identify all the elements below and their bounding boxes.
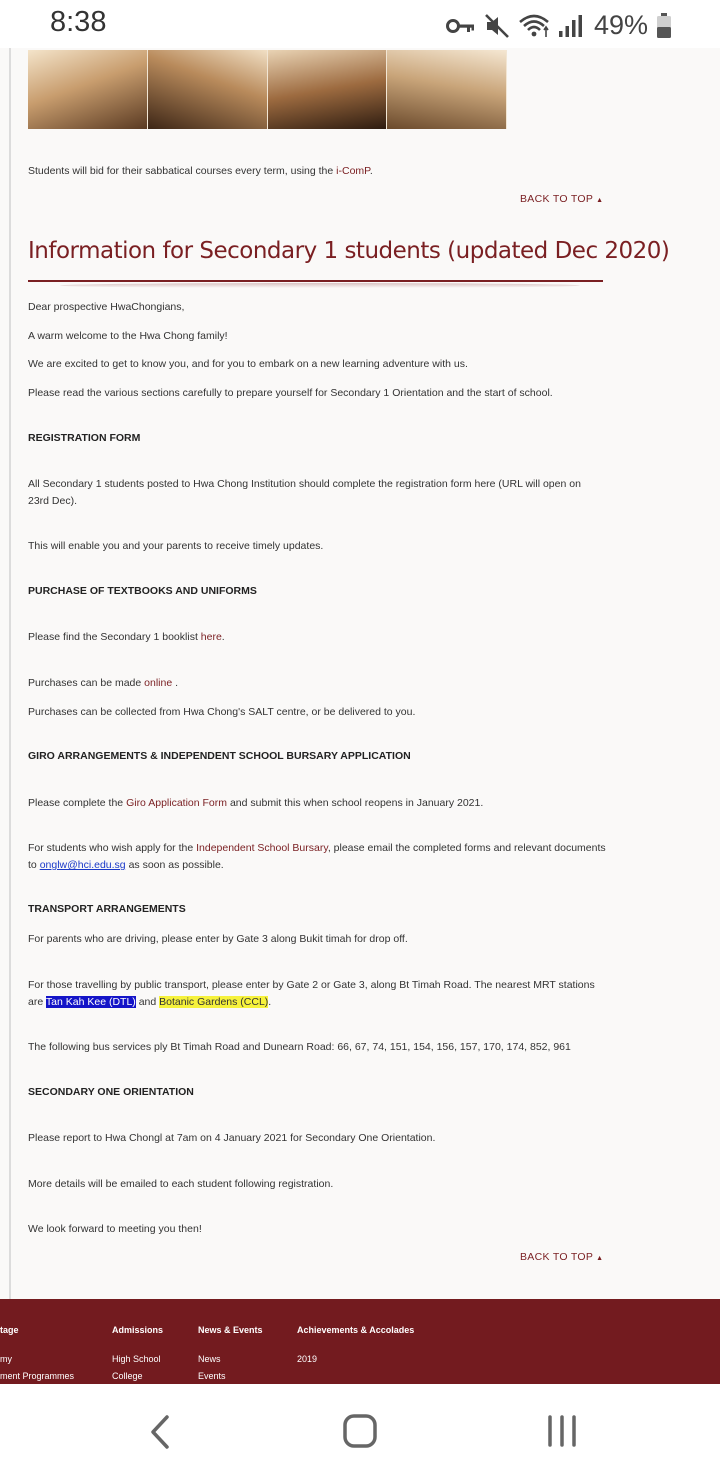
purchase-online-text: Purchases can be made online . [28,677,179,689]
footer-link[interactable]: 2019 [297,1354,318,1364]
recents-nav-button[interactable] [545,1415,579,1447]
giro-heading: GIRO ARRANGEMENTS & INDEPENDENT SCHOOL BURSARY APPLICATION [28,750,411,762]
caret-up-icon: ▲ [596,1255,604,1262]
system-nav-bar [0,1384,720,1480]
read-text: Please read the various sections carefully to prepare yourself for Secondary 1 Orientation and the start of school. [28,387,553,399]
bursary-text: For students who wish apply for the Independent School Bursary, please email the completed forms and relevant documents to onglw@hci.edu.sg as soon as possible. [28,842,606,871]
footer-heading-news-events[interactable]: News & Events [198,1325,263,1335]
giro-form-link[interactable]: Giro Application Form [126,797,228,809]
transport-heading: TRANSPORT ARRANGEMENTS [28,903,186,915]
footer-heading-heritage[interactable]: tage [0,1325,19,1335]
footer-link[interactable]: College [112,1371,143,1381]
icomp-link[interactable]: i-ComP [336,165,370,177]
purchase-collect-text: Purchases can be collected from Hwa Chong's SALT centre, or be delivered to you. [28,706,416,718]
orientation-report-text: Please report to Hwa Chongl at 7am on 4 January 2021 for Secondary One Orientation. [28,1132,436,1144]
battery-icon [656,13,672,39]
email-link[interactable]: onglw@hci.edu.sg [39,859,126,871]
booklist-link[interactable]: here [200,631,222,643]
title-underline-shadow [60,283,580,288]
station-tan-kah-kee[interactable]: Tan Kah Kee (DTL) [45,996,136,1008]
status-icons [446,10,672,41]
signal-icon [558,14,584,38]
welcome-text: A warm welcome to the Hwa Chong family! [28,330,228,342]
footer-link[interactable]: High School [112,1354,161,1364]
textbooks-heading: PURCHASE OF TEXTBOOKS AND UNIFORMS [28,585,257,597]
bus-services-text: The following bus services ply Bt Timah Road and Dunearn Road: 66, 67, 74, 151, 154, 156, 157, 170, 174, 852, 961 [28,1041,571,1053]
footer-heading-achievements[interactable]: Achievements & Accolades [297,1325,415,1335]
registration-heading: REGISTRATION FORM [28,432,141,444]
back-to-top-link[interactable]: BACK TO TOP ▲ [520,193,604,205]
registration-text: All Secondary 1 students posted to Hwa Chong Institution should complete the registration form here (URL will open on 23rd Dec). [28,478,581,507]
site-footer [0,1299,720,1384]
footer-heading-admissions[interactable]: Admissions [112,1325,164,1335]
title-underline [28,280,603,282]
orientation-closing-text: We look forward to meeting you then! [28,1223,202,1235]
wifi-icon [518,13,550,39]
battery-percent: 49% [593,10,648,40]
key-icon [446,17,476,35]
caret-up-icon: ▲ [596,197,604,204]
footer-link[interactable]: my [0,1354,12,1364]
status-bar [0,0,720,48]
excited-text: We are excited to get to know you, and for you to embark on a new learning adventure with us. [28,358,468,370]
home-nav-button[interactable] [342,1413,378,1449]
footer-link[interactable]: Events [198,1371,226,1381]
updates-text: This will enable you and your parents to receive timely updates. [28,540,324,552]
footer-link[interactable]: ment Programmes [0,1371,75,1381]
students-banner-image [28,50,507,129]
back-nav-button[interactable] [145,1414,173,1450]
status-time: 8:38 [50,6,107,38]
booklist-text: Please find the Secondary 1 booklist here. [28,631,225,643]
back-to-top-link-bottom[interactable]: BACK TO TOP ▲ [520,1251,604,1263]
online-link[interactable]: online [144,677,173,689]
mute-icon [484,13,510,39]
page-left-border [9,48,11,1299]
bursary-link[interactable]: Independent School Bursary [196,842,328,854]
web-page[interactable] [0,48,720,1299]
greeting-text: Dear prospective HwaChongians, [28,301,185,313]
giro-text: Please complete the Giro Application Form and submit this when school reopens in January 2021. [28,797,484,809]
footer-link[interactable]: News [198,1354,221,1364]
orientation-heading: SECONDARY ONE ORIENTATION [28,1086,194,1098]
sabbatical-text: Students will bid for their sabbatical courses every term, using the i-ComP. [28,165,373,177]
public-transport-text: For those travelling by public transport, please enter by Gate 2 or Gate 3, along Bt Timah Road. The nearest MRT stations are Tan Kah Kee (DTL) and Botanic Gardens (CCL). [28,979,595,1008]
driving-text: For parents who are driving, please enter by Gate 3 along Bukit timah for drop off. [28,933,408,945]
orientation-details-text: More details will be emailed to each student following registration. [28,1178,334,1190]
station-botanic-gardens[interactable]: Botanic Gardens (CCL) [159,996,269,1008]
section-title: Information for Secondary 1 students (updated Dec 2020) [28,238,670,264]
